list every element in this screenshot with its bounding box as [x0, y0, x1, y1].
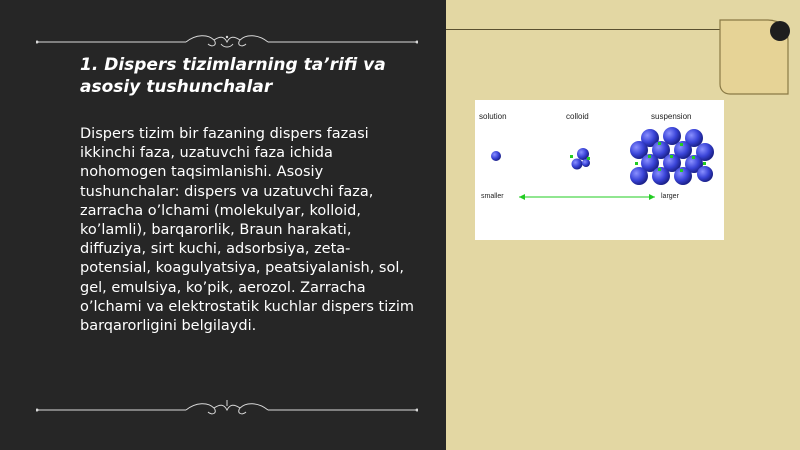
- folded-tab-icon: [718, 18, 790, 96]
- particle-illustration: [475, 100, 724, 240]
- flourish-divider-icon: [36, 398, 418, 418]
- axis-label-smaller: smaller: [481, 193, 504, 200]
- label-suspension: suspension: [651, 112, 692, 121]
- top-rule-line: [446, 29, 764, 30]
- flourish-divider-icon: [36, 32, 418, 52]
- axis-label-larger: larger: [661, 193, 679, 200]
- label-colloid: colloid: [566, 112, 589, 121]
- slide-title: 1. Dispers tizimlarning ta’rifi va asosiy tushunchalar: [80, 55, 386, 97]
- label-solution: solution: [479, 112, 507, 121]
- dispersion-figure: [475, 100, 724, 240]
- slide-body-text: Dispers tizim bir fazaning dispers fazasi ikkinchi faza, uzatuvchi faza ichida nohomogen taqsimlanishi. Asosiy tushunchalar: dispers va uzatuvchi faza, zarracha o’lchami (molekulyar, kolloid, ko’lamli), barqarorlik, Braun harakati, diffuziya, sirt kuchi, adsorbsiya, zeta-potensial, koagulyatsiya, peatsiyalanish, sol, gel, emulsiya, ko’pik, aerozol. Zarracha o’lchami va elektrostatik kuchlar dispers tizim barqarorligini belgilaydi.: [80, 126, 415, 335]
- suspension-cluster: [630, 127, 714, 185]
